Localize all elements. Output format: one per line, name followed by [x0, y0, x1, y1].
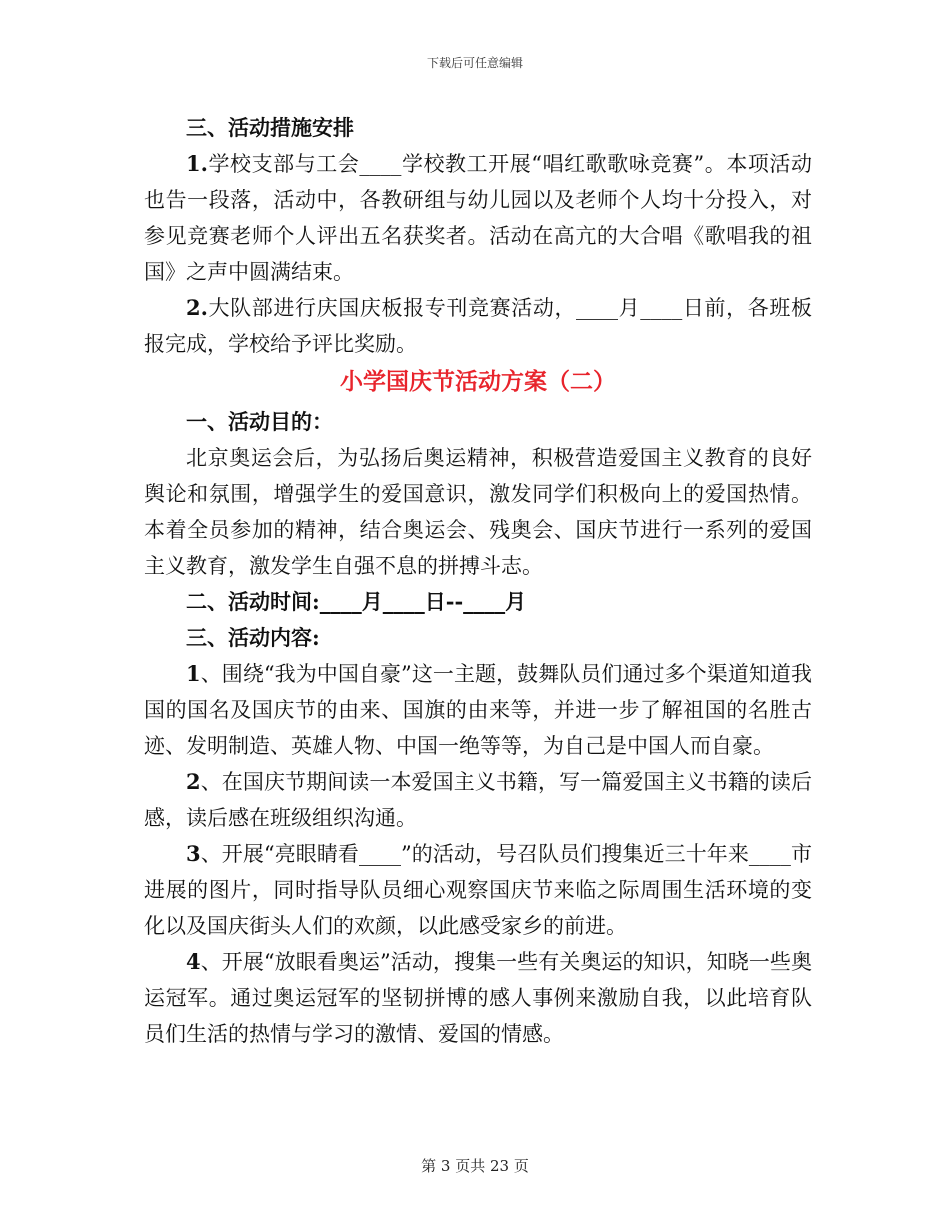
page-footer: 第 3 页共 23 页: [421, 1157, 529, 1175]
document-section-title: 小学国庆节活动方案（二）: [340, 368, 616, 395]
item-text: 、在国庆节期间读一本爱国主义书籍，写一篇爱国主义书籍的读后感，读后感在班级组织沟通。: [144, 770, 812, 830]
section-heading-content: 三、活动内容:: [186, 625, 320, 650]
content-item-4: [144, 944, 812, 1052]
item-number: 1.: [186, 151, 208, 176]
content-item-2: [144, 764, 812, 836]
item-number: 1: [186, 661, 201, 686]
goal-paragraph: 北京奥运会后，为弘扬后奥运精神，积极营造爱国主义教育的良好舆论和氛围，增强学生的爱国意识，激发同学们积极向上的爱国热情。本着全员参加的精神，结合奥运会、残奥会、国庆节进行一系列的爱国主义教育，激发学生自强不息的拼搏斗志。: [144, 446, 812, 578]
section-heading-goal: 一、活动目的：: [186, 409, 333, 434]
item-number: 3: [186, 841, 201, 866]
item-text: 、开展“放眼看奥运”活动，搜集一些有关奥运的知识，知晓一些奥运冠军。通过奥运冠军的坚韧拼博的感人事例来激励自我，以此培育队员们生活的热情与学习的激情、爱国的情感。: [144, 950, 812, 1046]
content-item-1: [144, 656, 812, 764]
item-text: 学校支部与工会____学校教工开展“唱红歌歌咏竞赛”。本项活动也告一段落，活动中，各教研组与幼儿园以及老师个人均十分投入，对参见竞赛老师个人评出五名获奖者。活动在高亢的大合唱《歌唱我的祖国》之声中圆满结束。: [144, 152, 812, 284]
measure-item-1: [144, 146, 812, 290]
section-heading-measures: 三、活动措施安排: [186, 115, 354, 140]
page-header: 下载后可任意编辑: [426, 56, 523, 70]
item-number: 2.: [186, 295, 208, 320]
item-number: 2: [186, 769, 201, 794]
item-text: 、开展“亮眼睛看____”的活动，号召队员们搜集近三十年来____市进展的图片，同时指导队员细心观察国庆节来临之际周围生活环境的变化以及国庆街头人们的欢颜，以此感受家乡的前进。: [144, 842, 812, 938]
measure-item-2: [144, 290, 812, 362]
item-number: 4: [186, 949, 201, 974]
item-text: 大队部进行庆国庆板报专刊竞赛活动，____月____日前，各班板报完成，学校给予评比奖励。: [144, 296, 812, 356]
document-body: [144, 110, 812, 1052]
section-heading-time: 二、活动时间:____月____日--____月: [186, 589, 527, 614]
content-item-3: [144, 836, 812, 944]
item-text: 、围绕“我为中国自豪”这一主题，鼓舞队员们通过多个渠道知道我国的国名及国庆节的由来、国旗的由来等，并进一步了解祖国的名胜古迹、发明制造、英雄人物、中国一绝等等，为自己是中国人而自豪。: [144, 662, 812, 758]
